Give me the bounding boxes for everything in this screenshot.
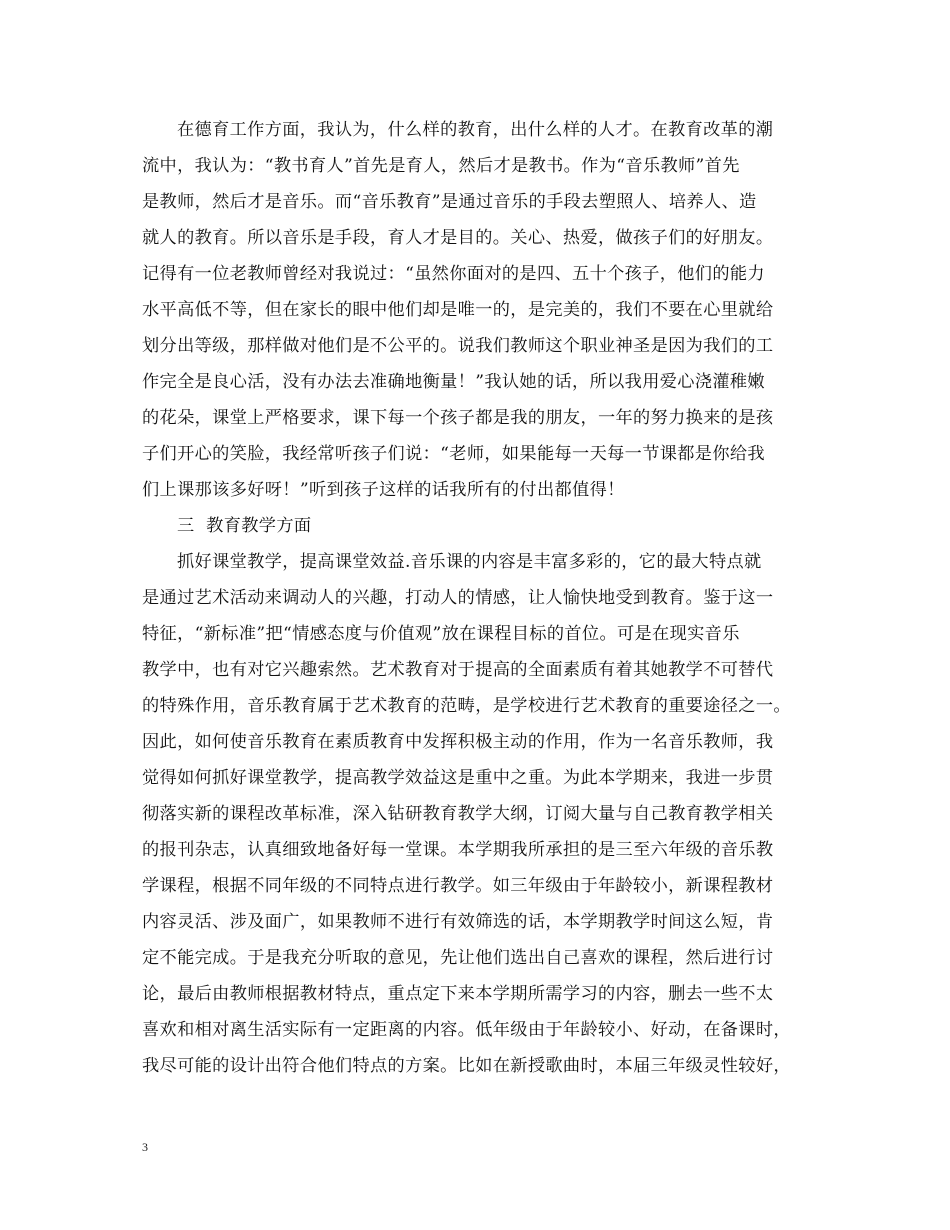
text-line-13: 抓好课堂教学，提高课堂效益.音乐课的内容是丰富多彩的，它的最大特点就 <box>177 552 762 572</box>
text-line-5: 记得有一位老教师曾经对我说过：“虽然你面对的是四、五十个孩子，他们的能力 <box>142 264 765 284</box>
section-heading: 三 教育教学方面 <box>177 516 312 536</box>
page-number: 3 <box>142 1140 148 1154</box>
text-line-16: 教学中，也有对它兴趣索然。艺术教育对于提高的全面素质有着其她教学不可替代 <box>142 660 774 680</box>
text-line-17: 的特殊作用，音乐教育属于艺术教育的范畴，是学校进行艺术教育的重要途径之一。 <box>142 696 791 716</box>
text-line-9: 的花朵，课堂上严格要求，课下每一个孩子都是我的朋友，一年的努力换来的是孩 <box>142 408 774 428</box>
text-line-27: 我尽可能的设计出符合他们特点的方案。比如在新授歌曲时，本届三年级灵性较好， <box>142 1056 791 1076</box>
text-line-22: 学课程，根据不同年级的不同特点进行教学。如三年级由于年龄较小，新课程教材 <box>142 876 774 896</box>
text-line-14: 是通过艺术活动来调动人的兴趣，打动人的情感，让人愉快地受到教育。鉴于这一 <box>142 588 774 608</box>
text-line-19: 觉得如何抓好课堂教学，提高教学效益这是重中之重。为此本学期来，我进一步贯 <box>142 768 774 788</box>
text-line-25: 论，最后由教师根据教材特点，重点定下来本学期所需学习的内容，删去一些不太 <box>142 984 774 1004</box>
text-line-20: 彻落实新的课程改革标准，深入钻研教育教学大纲，订阅大量与自己教育教学相关 <box>142 804 774 824</box>
text-line-1: 在德育工作方面，我认为，什么样的教育，出什么样的人才。在教育改革的潮 <box>177 120 774 140</box>
text-line-4: 就人的教育。所以音乐是手段，育人才是目的。关心、热爱，做孩子们的好朋友。 <box>142 228 774 248</box>
text-line-15: 特征，“新标准”把“情感态度与价值观”放在课程目标的首位。可是在现实音乐 <box>142 624 740 644</box>
text-line-23: 内容灵活、涉及面广，如果教师不进行有效筛选的话，本学期教学时间这么短，肯 <box>142 912 774 932</box>
text-line-21: 的报刊杂志，认真细致地备好每一堂课。本学期我所承担的是三至六年级的音乐教 <box>142 840 774 860</box>
text-line-11: 们上课那该多好呀！”听到孩子这样的话我所有的付出都值得！ <box>142 480 625 500</box>
text-line-7: 划分出等级，那样做对他们是不公平的。说我们教师这个职业神圣是因为我们的工 <box>142 336 774 356</box>
text-line-18: 因此，如何使音乐教育在素质教育中发挥积极主动的作用，作为一名音乐教师，我 <box>142 732 774 752</box>
text-line-26: 喜欢和相对离生活实际有一定距离的内容。低年级由于年龄较小、好动，在备课时， <box>142 1020 791 1040</box>
text-line-3: 是教师，然后才是音乐。而“音乐教育”是通过音乐的手段去塑照人、培养人、造 <box>142 192 757 212</box>
text-line-6: 水平高低不等，但在家长的眼中他们却是唯一的，是完美的，我们不要在心里就给 <box>142 300 774 320</box>
text-line-10: 子们开心的笑脸，我经常听孩子们说：“老师，如果能每一天每一节课都是你给我 <box>142 444 765 464</box>
text-line-8: 作完全是良心活，没有办法去准确地衡量！”我认她的话，所以我用爱心浇灌稚嫩 <box>142 372 765 392</box>
text-line-2: 流中，我认为：“教书育人”首先是育人，然后才是教书。作为“音乐教师”首先 <box>142 156 740 176</box>
text-line-24: 定不能完成。于是我充分听取的意见，先让他们选出自己喜欢的课程，然后进行讨 <box>142 948 774 968</box>
